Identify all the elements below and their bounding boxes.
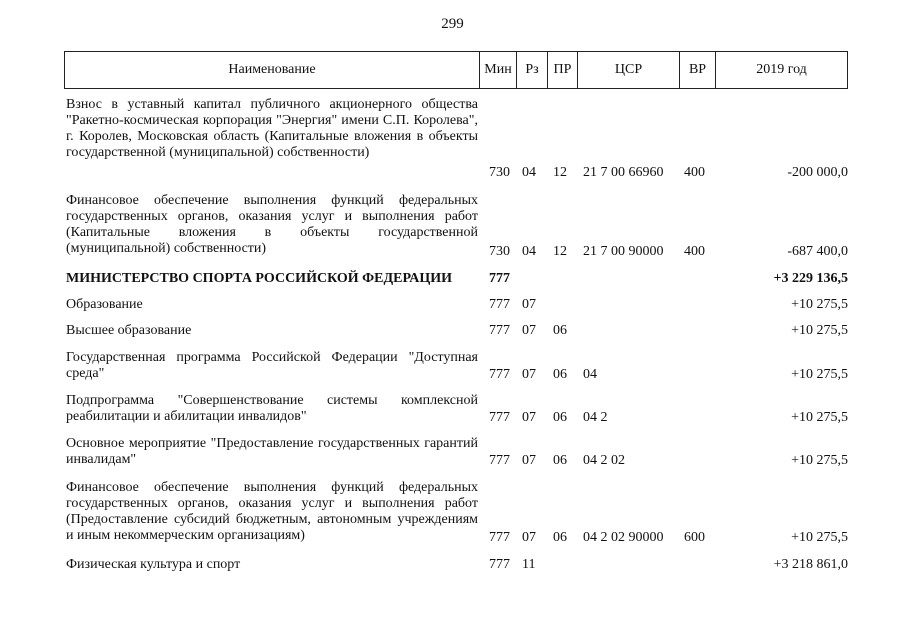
row-rz: 07 (522, 323, 536, 338)
row-min: 777 (489, 557, 510, 572)
row-min: 777 (489, 297, 510, 312)
row-min: 777 (489, 271, 510, 286)
row-csr: 21 7 00 66960 (583, 165, 664, 180)
table-row (66, 480, 848, 544)
row-name: Основное мероприятие "Предоставление государственных гарантий инвалидам" (66, 436, 478, 467)
table-row (66, 323, 848, 339)
row-vr: 400 (684, 165, 705, 180)
row-pr: 06 (553, 323, 567, 338)
row-min: 777 (489, 410, 510, 425)
row-pr: 06 (553, 410, 567, 425)
table-row (66, 393, 848, 425)
row-min: 777 (489, 323, 510, 338)
row-name: Финансовое обеспечение выполнения функций федеральных государственных органов, оказания услуг и выполнения работ (Предоставление субсидий бюджетным, автономным учреждениям и иным некоммерческим организациям) (66, 480, 478, 543)
row-name: Высшее образование (66, 323, 192, 338)
row-min: 730 (489, 244, 510, 259)
row-rz: 11 (522, 557, 536, 572)
page-number: 299 (441, 16, 464, 32)
row-name: Государственная программа Российской Федерации "Доступная среда" (66, 350, 478, 381)
row-min: 777 (489, 367, 510, 382)
table-row (66, 436, 848, 468)
row-amount: -200 000,0 (787, 165, 848, 180)
row-csr: 21 7 00 90000 (583, 244, 664, 259)
header-csr: ЦСР (577, 52, 679, 88)
row-rz: 04 (522, 165, 536, 180)
row-rz: 07 (522, 453, 536, 468)
table-row (66, 297, 848, 313)
row-name: Подпрограмма "Совершенствование системы комплексной реабилитации и абилитации инвалидов" (66, 393, 478, 424)
row-name: Физическая культура и спорт (66, 557, 241, 572)
row-csr: 04 2 02 (583, 453, 625, 468)
row-rz: 07 (522, 530, 536, 545)
row-amount: +3 218 861,0 (773, 557, 848, 572)
row-csr: 04 2 (583, 410, 608, 425)
row-name: МИНИСТЕРСТВО СПОРТА РОССИЙСКОЙ ФЕДЕРАЦИИ (66, 271, 453, 286)
row-csr: 04 2 02 90000 (583, 530, 664, 545)
header-min: Мин (479, 52, 516, 88)
row-name: Образование (66, 297, 143, 312)
row-pr: 12 (553, 165, 567, 180)
table-row (66, 271, 848, 287)
header-year: 2019 год (715, 52, 847, 88)
row-amount: +10 275,5 (791, 410, 848, 425)
header-name: Наименование (228, 62, 316, 77)
row-amount: +10 275,5 (791, 453, 848, 468)
header-pr: ПР (547, 52, 577, 88)
row-amount: +10 275,5 (791, 530, 848, 545)
row-amount: +3 229 136,5 (773, 271, 848, 286)
row-name: Взнос в уставный капитал публичного акционерного общества "Ракетно-космическая корпорация "Энергия" имени С.П. Королева", г. Королев, Московская область (Капитальные вложения в объекты государственной (муниципальной) собственности) (66, 97, 478, 160)
row-rz: 07 (522, 297, 536, 312)
row-name: Финансовое обеспечение выполнения функций федеральных государственных органов, оказания услуг и выполнения работ (Капитальные вложения в объекты государственной (муниципальной) собственности) (66, 193, 478, 256)
row-pr: 06 (553, 367, 567, 382)
table-row (66, 193, 848, 257)
row-pr: 06 (553, 530, 567, 545)
row-min: 777 (489, 530, 510, 545)
row-amount: -687 400,0 (787, 244, 848, 259)
row-pr: 06 (553, 453, 567, 468)
row-rz: 07 (522, 410, 536, 425)
row-min: 777 (489, 453, 510, 468)
row-amount: +10 275,5 (791, 323, 848, 338)
row-amount: +10 275,5 (791, 367, 848, 382)
row-pr: 12 (553, 244, 567, 259)
row-vr: 400 (684, 244, 705, 259)
row-csr: 04 (583, 367, 597, 382)
row-min: 730 (489, 165, 510, 180)
header-rz: Рз (516, 52, 547, 88)
row-vr: 600 (684, 530, 705, 545)
table-row (66, 350, 848, 382)
header-vr: ВР (679, 52, 715, 88)
row-amount: +10 275,5 (791, 297, 848, 312)
row-rz: 04 (522, 244, 536, 259)
table-header (64, 51, 848, 89)
row-rz: 07 (522, 367, 536, 382)
table-row (66, 97, 848, 180)
table-row (66, 557, 848, 573)
